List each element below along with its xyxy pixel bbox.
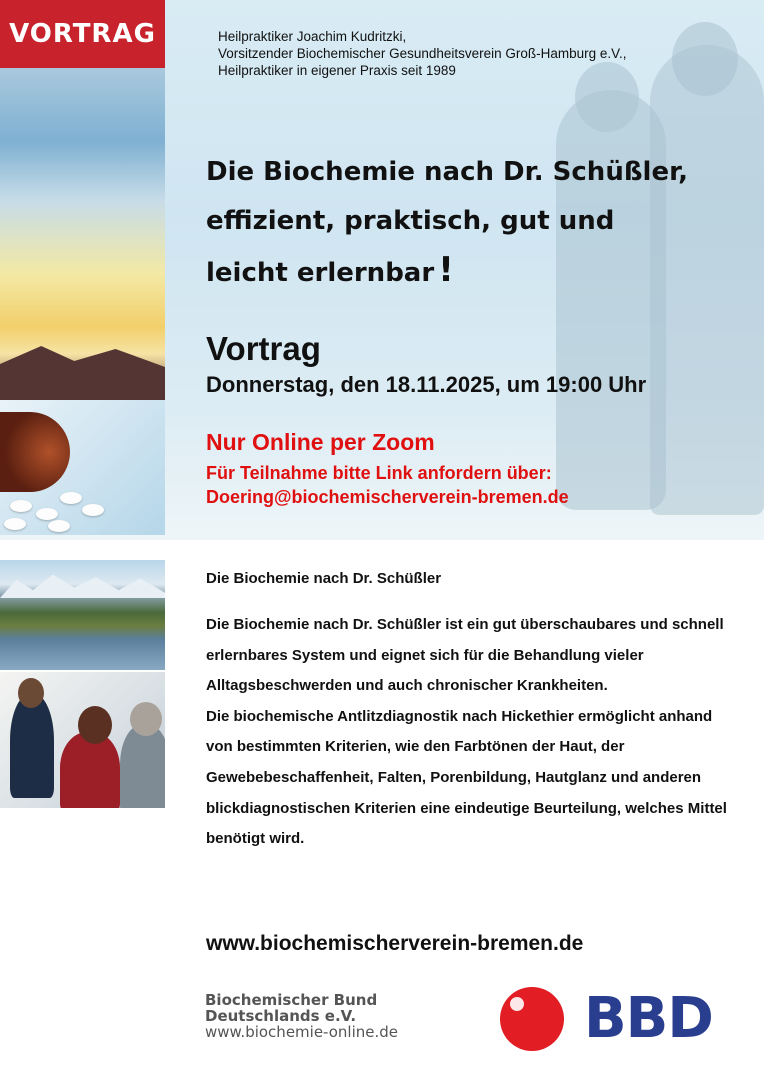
sunset-photo	[0, 68, 165, 400]
body-text	[206, 610, 736, 855]
pill-icon	[82, 504, 104, 516]
organization-info	[205, 992, 398, 1040]
section-subheading: Die Biochemie nach Dr. Schüßler	[206, 570, 442, 587]
snow-peaks	[0, 572, 165, 598]
paragraph-2: Die biochemische Antlitzdiagnostik nach Hickethier ermöglicht anhand von bestimmten Kriterien, wie den Farbtönen der Haut, der Gewebebeschaffenheit, Falten, Porenbildung, Hautglanz und anderen blickdiagnostischen Kriterien eine eindeutige Beurteilung, welches Mittel benötigt wird.	[206, 707, 727, 848]
registration-info	[206, 461, 726, 509]
event-datetime: Donnerstag, den 18.11.2025, um 19:00 Uhr	[206, 372, 647, 397]
bbd-logo-text: BBD	[584, 986, 713, 1051]
org-name-line-2: Deutschlands e.V.	[205, 1007, 357, 1025]
headline-line-1: Die Biochemie nach Dr. Schüßler,	[206, 157, 688, 187]
classroom-photo	[0, 672, 165, 808]
landscape-photo	[0, 560, 165, 670]
teacher-head	[18, 678, 44, 708]
exclamation-mark: !	[438, 250, 454, 290]
audience-head	[130, 702, 162, 736]
event-title: Vortrag	[206, 330, 321, 367]
org-name-line-1: Biochemischer Bund	[205, 991, 378, 1009]
pill-icon	[36, 508, 58, 520]
headline-line-2: effizient, praktisch, gut und	[206, 206, 615, 236]
vortrag-badge: VORTRAG	[0, 0, 165, 68]
photo-strip	[0, 0, 165, 808]
speaker-name: Heilpraktiker Joachim Kudritzki,	[218, 29, 407, 44]
teacher-figure	[10, 694, 54, 798]
speaker-info	[218, 28, 626, 79]
red-circle-icon	[500, 987, 564, 1051]
pill-icon	[4, 518, 26, 530]
audience-head	[78, 706, 112, 744]
registration-hint: Für Teilnahme bitte Link anfordern über:	[206, 463, 552, 483]
paragraph-1: Die Biochemie nach Dr. Schüßler ist ein gut überschaubares und schnell erlernbares System und eignet sich für die Behandlung vieler Alltagsbeschwerden und auch chronischer Krankheiten.	[206, 616, 724, 695]
pill-bottle-icon	[0, 412, 70, 492]
pill-icon	[60, 492, 82, 504]
audience-figure	[120, 724, 165, 808]
pill-icon	[48, 520, 70, 532]
registration-email[interactable]: Doering@biochemischerverein-bremen.de	[206, 487, 569, 507]
org-url[interactable]: www.biochemie-online.de	[205, 1023, 399, 1041]
pill-icon	[10, 500, 32, 512]
bbd-logo	[500, 986, 713, 1051]
event-mode: Nur Online per Zoom	[206, 429, 435, 455]
headline-line-3: leicht erlernbar !	[206, 250, 454, 290]
website-link[interactable]: www.biochemischerverein-bremen.de	[206, 932, 584, 955]
speaker-practice: Heilpraktiker in eigener Praxis seit 1989	[218, 63, 456, 78]
mountain-silhouette	[0, 340, 165, 400]
speaker-role: Vorsitzender Biochemischer Gesundheitsverein Groß-Hamburg e.V.,	[218, 46, 627, 61]
pills-photo	[0, 400, 165, 535]
headline	[206, 148, 726, 298]
